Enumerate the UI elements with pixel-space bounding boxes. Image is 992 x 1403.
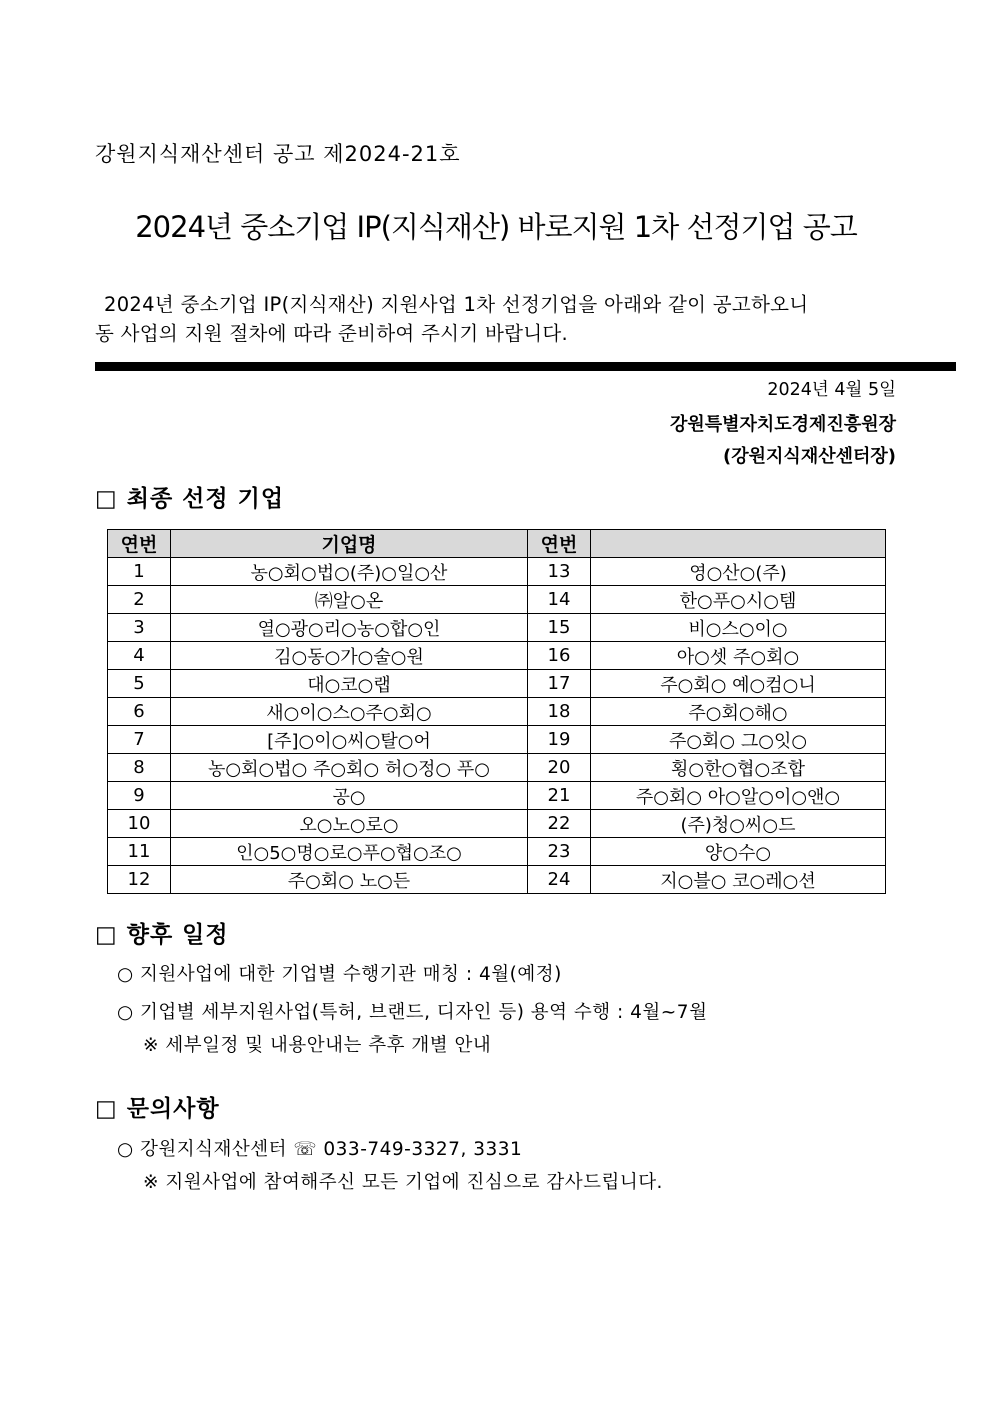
issuing-organization: 강원특별자치도경제진흥원장 <box>669 414 896 435</box>
section-heading-schedule: □ 향후 일정 <box>95 922 229 948</box>
table-row <box>108 614 886 642</box>
cell-number-left: 9 <box>108 782 171 810</box>
cell-number-right: 23 <box>528 838 591 866</box>
cell-company-left: 농○회○법○ 주○회○ 허○정○ 푸○ <box>171 754 528 782</box>
cell-number-right: 21 <box>528 782 591 810</box>
table-row <box>108 810 886 838</box>
cell-number-right: 18 <box>528 698 591 726</box>
table-row <box>108 558 886 586</box>
cell-company-right: 주○회○ 그○잇○ <box>591 726 886 754</box>
cell-company-right: 영○산○(주) <box>591 558 886 586</box>
cell-number-left: 4 <box>108 642 171 670</box>
cell-company-right: 한○푸○시○템 <box>591 586 886 614</box>
intro-line-1: 2024년 중소기업 IP(지식재산) 지원사업 1차 선정기업을 아래와 같이 공고하오니 <box>104 293 809 316</box>
cell-number-left: 11 <box>108 838 171 866</box>
cell-company-left: ㈜알○온 <box>171 586 528 614</box>
table-body <box>108 558 886 894</box>
cell-company-right: 주○회○ 예○컴○니 <box>591 670 886 698</box>
table-row <box>108 866 886 894</box>
thanks-note: ※ 지원사업에 참여해주신 모든 기업에 진심으로 감사드립니다. <box>143 1172 663 1193</box>
cell-company-right: 아○셋 주○회○ <box>591 642 886 670</box>
cell-number-left: 12 <box>108 866 171 894</box>
divider-rule <box>95 362 956 371</box>
cell-company-right: 횡○한○협○조합 <box>591 754 886 782</box>
cell-number-right: 16 <box>528 642 591 670</box>
cell-company-left: 대○코○랩 <box>171 670 528 698</box>
schedule-item-2: ○ 기업별 세부지원사업(특허, 브랜드, 디자인 등) 용역 수행 : 4월~7월 <box>117 1002 708 1023</box>
cell-company-left: 김○동○가○술○원 <box>171 642 528 670</box>
issuing-center: (강원지식재산센터장) <box>723 446 896 467</box>
header-company-left: 기업명 <box>171 530 528 558</box>
page-title: 2024년 중소기업 IP(지식재산) 바로지원 1차 선정기업 공고 <box>135 210 857 244</box>
cell-number-right: 22 <box>528 810 591 838</box>
header-number-left: 연번 <box>108 530 171 558</box>
cell-company-left: 새○이○스○주○회○ <box>171 698 528 726</box>
table-row <box>108 642 886 670</box>
table-row <box>108 754 886 782</box>
cell-number-left: 8 <box>108 754 171 782</box>
cell-number-left: 2 <box>108 586 171 614</box>
cell-number-left: 7 <box>108 726 171 754</box>
table-row <box>108 782 886 810</box>
cell-number-right: 14 <box>528 586 591 614</box>
cell-company-left: [주]○이○씨○탈○어 <box>171 726 528 754</box>
cell-company-right: 주○회○ 아○알○이○앤○ <box>591 782 886 810</box>
cell-number-right: 15 <box>528 614 591 642</box>
notice-date: 2024년 4월 5일 <box>767 380 896 400</box>
cell-number-left: 3 <box>108 614 171 642</box>
cell-number-left: 1 <box>108 558 171 586</box>
cell-company-left: 오○노○로○ <box>171 810 528 838</box>
section-heading-selected: □ 최종 선정 기업 <box>95 486 285 512</box>
contact-info: ○ 강원지식재산센터 ☏ 033-749-3327, 3331 <box>117 1139 523 1160</box>
notice-number: 강원지식재산센터 공고 제2024-21호 <box>95 142 461 166</box>
header-number-right: 연번 <box>528 530 591 558</box>
cell-number-right: 13 <box>528 558 591 586</box>
cell-number-right: 19 <box>528 726 591 754</box>
table-row <box>108 586 886 614</box>
table-row <box>108 726 886 754</box>
cell-number-right: 20 <box>528 754 591 782</box>
cell-number-left: 6 <box>108 698 171 726</box>
cell-number-left: 5 <box>108 670 171 698</box>
cell-company-right: 양○수○ <box>591 838 886 866</box>
cell-company-left: 주○회○ 노○든 <box>171 866 528 894</box>
cell-number-right: 24 <box>528 866 591 894</box>
cell-company-left: 공○ <box>171 782 528 810</box>
header-company-right <box>591 530 886 558</box>
schedule-note: ※ 세부일정 및 내용안내는 추후 개별 안내 <box>143 1035 492 1056</box>
table-header-row <box>108 530 886 558</box>
cell-company-left: 농○회○법○(주)○일○산 <box>171 558 528 586</box>
schedule-item-1: ○ 지원사업에 대한 기업별 수행기관 매칭 : 4월(예정) <box>117 964 562 985</box>
cell-company-left: 인○5○명○로○푸○협○조○ <box>171 838 528 866</box>
table-row <box>108 838 886 866</box>
table-row <box>108 698 886 726</box>
intro-line-2: 동 사업의 지원 절차에 따라 준비하여 주시기 바랍니다. <box>95 322 569 345</box>
cell-company-right: (주)청○씨○드 <box>591 810 886 838</box>
cell-company-right: 지○블○ 코○레○션 <box>591 866 886 894</box>
table-row <box>108 670 886 698</box>
section-heading-inquiry: □ 문의사항 <box>95 1096 220 1122</box>
cell-number-left: 10 <box>108 810 171 838</box>
cell-number-right: 17 <box>528 670 591 698</box>
cell-company-right: 주○회○해○ <box>591 698 886 726</box>
cell-company-right: 비○스○이○ <box>591 614 886 642</box>
cell-company-left: 열○광○리○농○합○인 <box>171 614 528 642</box>
company-table <box>107 529 886 894</box>
